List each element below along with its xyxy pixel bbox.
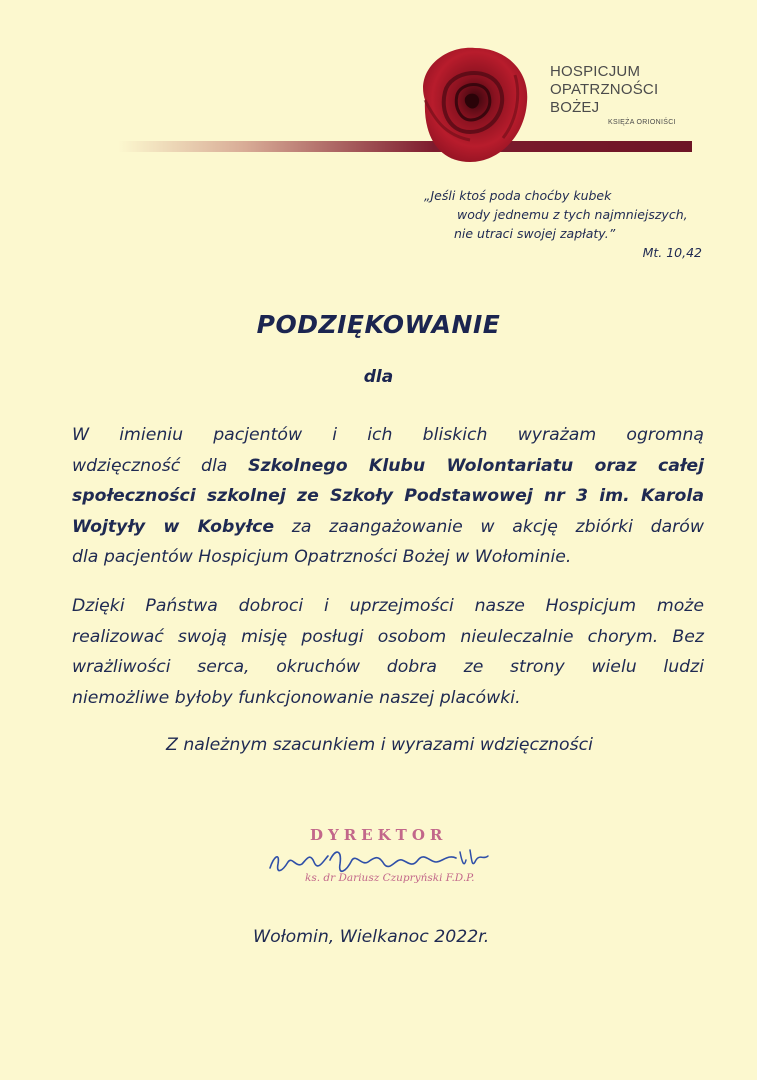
for-word: dla — [363, 367, 394, 387]
place-and-date: Wołomin, Wielkanoc 2022r. — [253, 927, 490, 947]
paragraph-1-line-4-bold: Wojtyły w Kobyłce — [72, 516, 275, 537]
paragraph-1-line-5: dla pacjentów Hospicjum Opatrzności Bożej w Wołominie. — [72, 547, 572, 567]
quote-line-1: „Jeśli ktoś poda choćby kubek — [424, 188, 612, 203]
letter-title: PODZIĘKOWANIE — [256, 310, 501, 339]
paragraph-1-line-2 — [72, 451, 704, 482]
quote-reference: Mt. 10,42 — [642, 245, 702, 260]
logo-line-1: HOSPICJUM — [550, 63, 641, 80]
paragraph-1-line-4 — [72, 512, 704, 543]
hospice-logo-text — [550, 63, 658, 117]
closing-line: Z należnym szacunkiem i wyrazami wdzięczności — [166, 735, 593, 755]
paragraph-1-line-3: społeczności szkolnej ze Szkoły Podstawowej nr 3 im. Karola — [72, 486, 704, 506]
logo-subtitle: KSIĘŻA ORIONIŚCI — [608, 119, 676, 126]
paragraph-1-line-1: W imieniu pacjentów i ich bliskich wyrażam ogromną — [72, 425, 704, 445]
logo-line-3: BOŻEJ — [550, 99, 600, 116]
quote-line-3: nie utraci swojej zapłaty.” — [454, 226, 616, 241]
paragraph-1-line-4-plain: za zaangażowanie w akcję zbiórki darów — [274, 516, 704, 537]
paragraph-1-line-2-plain: wdzięczność dla — [72, 455, 249, 476]
director-stamp-title: DYREKTOR — [310, 826, 448, 844]
logo-line-2: OPATRZNOŚCI — [550, 81, 659, 98]
paragraph-2-line-2: realizować swoją misję posługi osobom nieuleczalnie chorym. Bez — [72, 626, 704, 647]
paragraph-2-line-4: niemożliwe byłoby funkcjonowanie naszej placówki. — [72, 687, 521, 708]
rose-logo-icon — [405, 40, 535, 168]
director-stamp-name: ks. dr Dariusz Czupryński F.D.P. — [305, 872, 475, 884]
paragraph-1 — [72, 420, 704, 573]
quote-line-2: wody jednemu z tych najmniejszych, — [457, 207, 688, 222]
paragraph-2-line-3: wrażliwości serca, okruchów dobra ze strony wielu ludzi — [72, 657, 704, 677]
paragraph-2 — [72, 591, 704, 713]
paragraph-2-line-1: Dzięki Państwa dobroci i uprzejmości nasze Hospicjum może — [72, 596, 704, 616]
bible-quote — [424, 186, 709, 262]
paragraph-1-line-2-bold: Szkolnego Klubu Wolontariatu oraz całej — [248, 455, 705, 476]
